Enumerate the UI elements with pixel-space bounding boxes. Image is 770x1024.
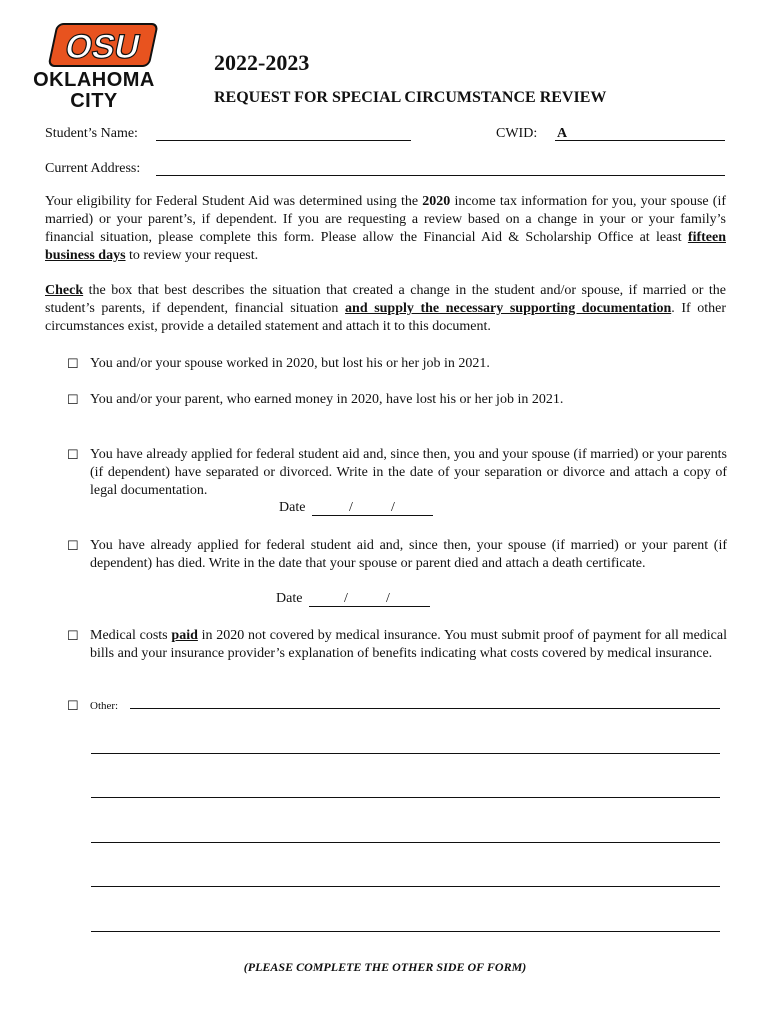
option-lost-job-spouse	[67, 355, 727, 373]
address-label: Current Address:	[45, 161, 141, 176]
option-5-text-b: in 2020 not covered by medical insurance. You must submit proof of payment for all medical bills and your insurance provider’s explanation of benefits indicating what costs covered by medical insurance.	[90, 628, 728, 661]
option-5-text	[90, 627, 727, 663]
divorce-date-row	[279, 500, 305, 516]
other-field-line[interactable]	[91, 886, 720, 887]
intro-text-2: income tax information for you, your spouse (if married) or your parent’s, if dependent. If you are requesting a review based on a change in your or your family’s financial situation, please complete this form. Please allow the Financial Aid & Scholarship Office at least	[45, 194, 727, 245]
date-separator: /	[386, 591, 390, 606]
date-separator: /	[391, 500, 395, 515]
date-label: Date	[276, 591, 303, 606]
instructions-check: Check	[45, 283, 84, 298]
option-1-text: You and/or your spouse worked in 2020, but lost his or her job in 2021.	[90, 356, 490, 371]
intro-days-bold: fifteen business days	[45, 230, 726, 263]
death-date-row	[276, 591, 302, 607]
date-label: Date	[279, 500, 306, 515]
option-separated-divorced	[67, 446, 727, 500]
option-4-text: You have already applied for federal student aid and, since then, your spouse (if married) or your parent (if dependent) has died. Write in the date that your spouse or parent died and attach a death certificate.	[90, 538, 727, 571]
other-field-line[interactable]	[91, 753, 720, 754]
option-death	[67, 537, 727, 573]
cwid-field[interactable]	[555, 140, 725, 141]
student-name-label: Student’s Name:	[45, 126, 138, 141]
divorce-date-field[interactable]	[312, 515, 433, 516]
option-other	[67, 697, 727, 715]
option-2-text: You and/or your parent, who earned money in 2020, have lost his or her job in 2021.	[90, 392, 564, 407]
checkbox-option-5[interactable]: ☐	[67, 628, 79, 643]
footer-note: (PLEASE COMPLETE THE OTHER SIDE OF FORM)	[243, 960, 527, 974]
intro-text-1: Your eligibility for Federal Student Aid was determined using the	[45, 194, 419, 209]
other-field-line[interactable]	[130, 708, 720, 709]
option-medical-costs	[67, 627, 727, 663]
other-label: Other:	[90, 700, 119, 712]
osu-logo-text: OSU	[61, 28, 144, 66]
student-name-field[interactable]	[156, 140, 411, 141]
instructions-text-2: . If other circumstances exist, provide a detailed statement and attach it to this document.	[45, 301, 727, 334]
option-5-paid: paid	[171, 628, 198, 643]
checkbox-option-other[interactable]: ☐	[67, 698, 79, 713]
option-5-text-a: Medical costs	[90, 628, 168, 643]
institution-line2: CITY	[70, 90, 118, 112]
institution-name	[32, 70, 156, 112]
checkbox-option-1[interactable]: ☐	[67, 356, 79, 371]
checkbox-option-4[interactable]: ☐	[67, 538, 79, 553]
intro-year-bold: 2020	[422, 194, 451, 209]
date-separator: /	[349, 500, 353, 515]
other-field-line[interactable]	[91, 797, 720, 798]
instructions-bold: and supply the necessary supporting documentation	[345, 301, 672, 316]
cwid-label: CWID:	[496, 126, 538, 141]
checkbox-option-2[interactable]: ☐	[67, 392, 79, 407]
intro-paragraph	[45, 193, 726, 265]
instructions-paragraph	[45, 282, 726, 336]
form-title: REQUEST FOR SPECIAL CIRCUMSTANCE REVIEW	[214, 89, 607, 106]
option-3-text: You have already applied for federal student aid and, since then, you and your spouse (if married) or your parents (if dependent) have separated or divorced. Write in the date of your separation or divorce and attach a copy of legal documentation.	[90, 447, 727, 498]
other-field-line[interactable]	[91, 931, 720, 932]
intro-text-3: to review your request.	[129, 248, 259, 263]
institution-line1: OKLAHOMA	[33, 69, 155, 91]
form-year: 2022-2023	[214, 50, 310, 75]
option-lost-job-parent	[67, 391, 727, 409]
instructions-text-1: the box that best describes the situation that created a change in the student and/or spouse, if married or the student’s parents, if dependent, financial situation	[45, 283, 726, 316]
checkbox-option-3[interactable]: ☐	[67, 447, 79, 462]
death-date-field[interactable]	[309, 606, 430, 607]
cwid-prefix: A	[557, 126, 568, 141]
date-separator: /	[344, 591, 348, 606]
other-field-line[interactable]	[91, 842, 720, 843]
address-field[interactable]	[156, 175, 725, 176]
